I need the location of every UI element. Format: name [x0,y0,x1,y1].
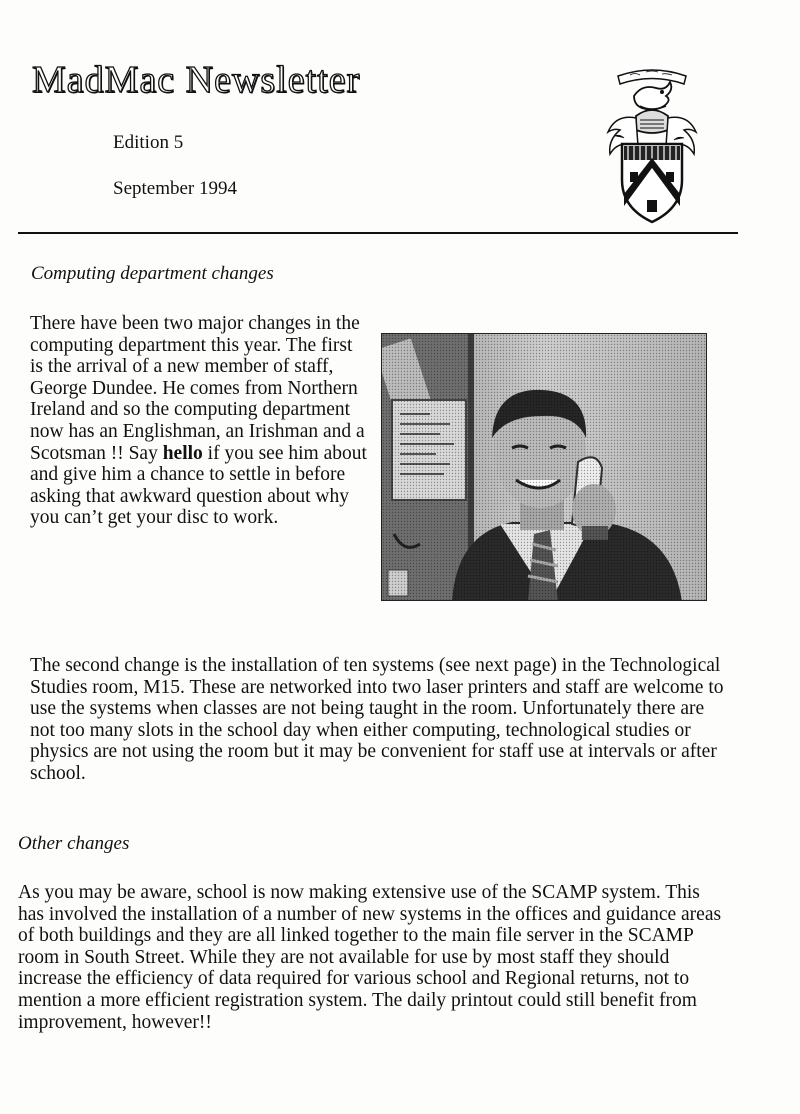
section-heading: Computing department changes [31,263,274,284]
school-crest-icon [600,62,704,226]
header-divider [18,232,738,234]
paragraph-text: if you see him about and give him a chance to settle in before asking that awkward question about why you can’t get your disc to work. [30,442,367,529]
emphasis-text: hello [162,442,203,464]
issue-date: September 1994 [113,178,238,199]
section-heading: Other changes [18,833,130,854]
edition-label: Edition 5 [113,132,184,153]
body-paragraph: The second change is the installation of ten systems (see next page) in the Technological Studies room, M15. These are networked into two laser printers and staff are welcome to use the systems when classes are not being taught in the room. Unfortunately there are not too many slots in the school day when either computing, technological studies or physics are not using the room but it may be convenient for staff use at intervals or after school. [30,655,724,784]
staff-photo [381,333,707,601]
paragraph-text: There have been two major changes in the computing department this year. The first is the arrival of a new member of staff, George Dundee. He comes from Northern Ireland and so the computing department now has an Englishman, an Irishman and a Scotsman !! Say [30,313,365,464]
newsletter-title: MadMac Newsletter [32,59,361,101]
body-paragraph [30,313,370,529]
body-paragraph: As you may be aware, school is now making extensive use of the SCAMP system. This has involved the installation of a number of new systems in the offices and guidance areas of both buildings and they are all linked together to the main file server in the SCAMP room in South Street. While they are not available for use by most staff they should increase the efficiency of data required for various school and Regional returns, not to mention a more efficient registration system. The daily printout could still benefit from improvement, however!! [18,882,722,1033]
